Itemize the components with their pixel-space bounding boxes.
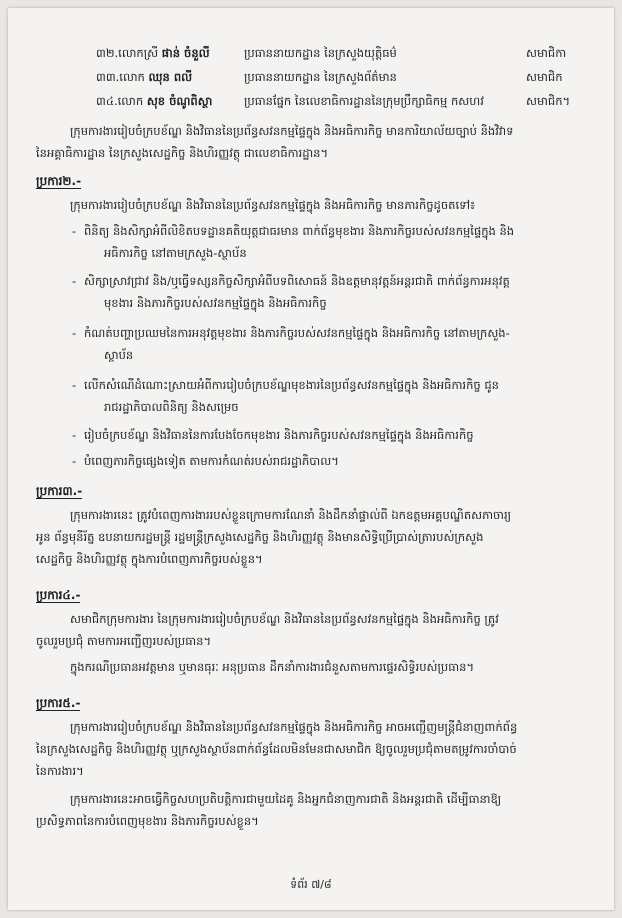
bullet-continuation: ស្ថាប័ន: [104, 348, 134, 362]
article-4-second: ក្នុងករណីប្រធានអវត្តមាន ឬមានធុរៈ អនុប្រធាន ដឹកនាំការងារជំនួសតាមការផ្ទេរសិទ្ធិរបស់ប្រធាន។: [70, 660, 475, 674]
bullet-dash-icon: -: [72, 224, 77, 238]
article-heading: [36, 588, 80, 603]
member-row: [96, 70, 563, 84]
bullet-item: [72, 224, 515, 238]
bullet-dash-icon: -: [72, 454, 77, 468]
bullet-item: [72, 454, 339, 468]
article-heading: [36, 174, 81, 189]
member-row: [96, 94, 571, 108]
bullet-item: [72, 428, 474, 442]
article-2-lead: ក្រុមការងាររៀបចំក្របខ័ណ្ឌ និងវិធាននៃប្រព័ន្ធសវនកម្មផ្ទៃក្នុង និងអធិការកិច្ច មានភារកិច្ចដូចតទៅ៖: [70, 198, 476, 212]
article-4-heading: ប្រការ៤.-: [36, 588, 81, 602]
article-5-second: ប្រសិទ្ធភាពនៃការបំពេញមុខងារ និងភារកិច្ចរបស់ខ្លួន។: [36, 814, 259, 828]
member-status: សមាជិកា: [526, 46, 567, 60]
bullet-continuation: អធិការកិច្ច នៅតាមក្រសួង-ស្ថាប័ន: [104, 246, 247, 260]
article-3-line: សេដ្ឋកិច្ច និងហិរញ្ញវត្ថុ ក្នុងការបំពេញភារកិច្ចរបស់ខ្លួន។: [36, 552, 263, 566]
bullet-item: [72, 378, 499, 392]
article-3-heading: ប្រការ៣.-: [36, 484, 83, 498]
member-role: ប្រធានផ្នែក នៃលេខាធិការដ្ឋាននៃក្រុមប្រឹក្សាធិកម្ម កសហវ: [244, 94, 484, 108]
article-heading: [36, 696, 80, 711]
bullet-dash-icon: -: [72, 378, 77, 392]
member-name: ឈុន ពលី: [148, 70, 193, 84]
article-3-line: ក្រុមការងារនេះ ត្រូវបំពេញការងាររបស់ខ្លួនក្រោមការណែនាំ និងដឹកនាំផ្ទាល់ពី ឯកឧត្តមអគ្គបណ្ឌិតសភាចារ្យ: [70, 508, 512, 522]
article-5-line: នៃការងារ។: [36, 764, 84, 778]
member-number: ៣៤.លោក: [96, 94, 144, 108]
bullet-text: ពិនិត្យ និងសិក្សាអំពីលិខិតបទដ្ឋានគតិយុត្តជាធរមាន ពាក់ព័ន្ធមុខងារ និងភារកិច្ចរបស់សវនកម្មផ្ទៃក្នុង និង: [84, 224, 515, 238]
article-5-second: ក្រុមការងារនេះអាចធ្វើកិច្ចសហប្រតិបត្តិការជាមួយដៃគូ និងអ្នកជំនាញការជាតិ និងអន្តរជាតិ ដើម្បីធានាឱ្យ: [70, 792, 502, 806]
bullet-dash-icon: -: [72, 428, 77, 442]
article-5-heading: ប្រការ៥.-: [36, 696, 81, 710]
article-5-line: ក្រុមការងាររៀបចំក្របខ័ណ្ឌ និងវិធាននៃប្រព័ន្ធសវនកម្មផ្ទៃក្នុង និងអធិការកិច្ច អាចអញ្ជើញមន្ត្រីជំនាញពាក់ព័ន្ធ: [70, 720, 518, 734]
member-number: ៣៣.លោក: [96, 70, 145, 84]
intro-line: ក្រុមការងាររៀបចំក្របខ័ណ្ឌ និងវិធាននៃប្រព័ន្ធសវនកម្មផ្ទៃក្នុង និងអធិការកិច្ច មានការិយាល័យច្បាប់ និងវិវាទ: [70, 124, 514, 138]
article-heading: [36, 484, 82, 499]
bullet-text: សិក្សាស្រាវជ្រាវ និង/ឬធ្វើទស្សនកិច្ចសិក្សាអំពីបទពិសោធន៍ និងឧត្តមានុវត្តន៍អន្តរជាតិ ពាក់ព័ន្ធការអនុវត្ត: [84, 274, 510, 288]
bullet-text: កំណត់បញ្ហាប្រឈមនៃការអនុវត្តមុខងារ និងភារកិច្ចរបស់សវនកម្មផ្ទៃក្នុង និងអធិការកិច្ច នៅតាមក្រសួង-: [84, 326, 510, 340]
article-4-line: ចូលរួមប្រជុំ តាមការអញ្ជើញរបស់ប្រធាន។: [36, 634, 212, 648]
member-status: សមាជិក: [526, 70, 563, 84]
member-status: សមាជិក។: [526, 94, 571, 108]
article-4-line: សមាជិកក្រុមការងារ នៃក្រុមការងាររៀបចំក្របខ័ណ្ឌ និងវិធាននៃប្រព័ន្ធសវនកម្មផ្ទៃក្នុង និងអធិការកិច្ច ត្រូវ: [70, 612, 499, 626]
bullet-text: បំពេញភារកិច្ចផ្សេងទៀត តាមការកំណត់របស់រាជរដ្ឋាភិបាល។: [84, 454, 339, 468]
bullet-continuation: មុខងារ និងភារកិច្ចរបស់សវនកម្មផ្ទៃក្នុង និងអធិការកិច្ច: [104, 296, 327, 310]
intro-line: នៃអគ្គាធិការដ្ឋាន នៃក្រសួងសេដ្ឋកិច្ច និងហិរញ្ញវត្ថុ ជាលេខាធិការដ្ឋាន។: [36, 146, 329, 160]
bullet-item: [72, 274, 510, 288]
bullet-dash-icon: -: [72, 326, 77, 340]
bullet-dash-icon: -: [72, 274, 77, 288]
member-row: [96, 46, 567, 60]
member-name: ផាន់ ចំនួលី: [161, 46, 210, 60]
page-number: ទំព័រ ៧/៨: [290, 878, 332, 891]
member-role: ប្រធាននាយកដ្ឋាន នៃក្រសួងយុត្តិធម៌: [244, 46, 397, 60]
bullet-continuation: រាជរដ្ឋាភិបាលពិនិត្យ និងសម្រេច: [104, 400, 239, 414]
article-5-line: នៃក្រសួងសេដ្ឋកិច្ច និងហិរញ្ញវត្ថុ ឬក្រសួងស្ថាប័នពាក់ព័ន្ធដែលមិនមែនជាសមាជិក ឱ្យចូលរួមប្រជុំតាមតម្រូវការចាំបាច់: [36, 742, 517, 756]
article-2-heading: ប្រការ២.-: [36, 174, 82, 188]
bullet-text: លើកសំណើដំណោះស្រាយអំពីការរៀបចំក្របខ័ណ្ឌមុខងារនៃប្រព័ន្ធសវនកម្មផ្ទៃក្នុង និងអធិការកិច្ច ជូន: [84, 378, 499, 392]
member-role: ប្រធាននាយកដ្ឋាន នៃក្រសួងព័ត៌មាន: [244, 70, 397, 84]
member-number: ៣២.លោកស្រី: [96, 46, 159, 60]
member-name: សុខ ចំណូពិស្ថា: [146, 94, 213, 108]
article-3-line: អូន ព័ន្ធមុនីរ័ត្ន ឧបនាយករដ្ឋមន្ត្រី រដ្ឋមន្ត្រីក្រសួងសេដ្ឋកិច្ច និងហិរញ្ញវត្ថុ និងមានសិទ្ធិប្រើប្រាស់ត្រារបស់ក្រសួង: [36, 530, 484, 544]
document-page: [8, 8, 614, 910]
bullet-item: [72, 326, 510, 340]
bullet-text: រៀបចំក្របខ័ណ្ឌ និងវិធាននៃការបែងចែកមុខងារ និងភារកិច្ចរបស់សវនកម្មផ្ទៃក្នុង និងអធិការកិច្ច: [84, 428, 474, 442]
